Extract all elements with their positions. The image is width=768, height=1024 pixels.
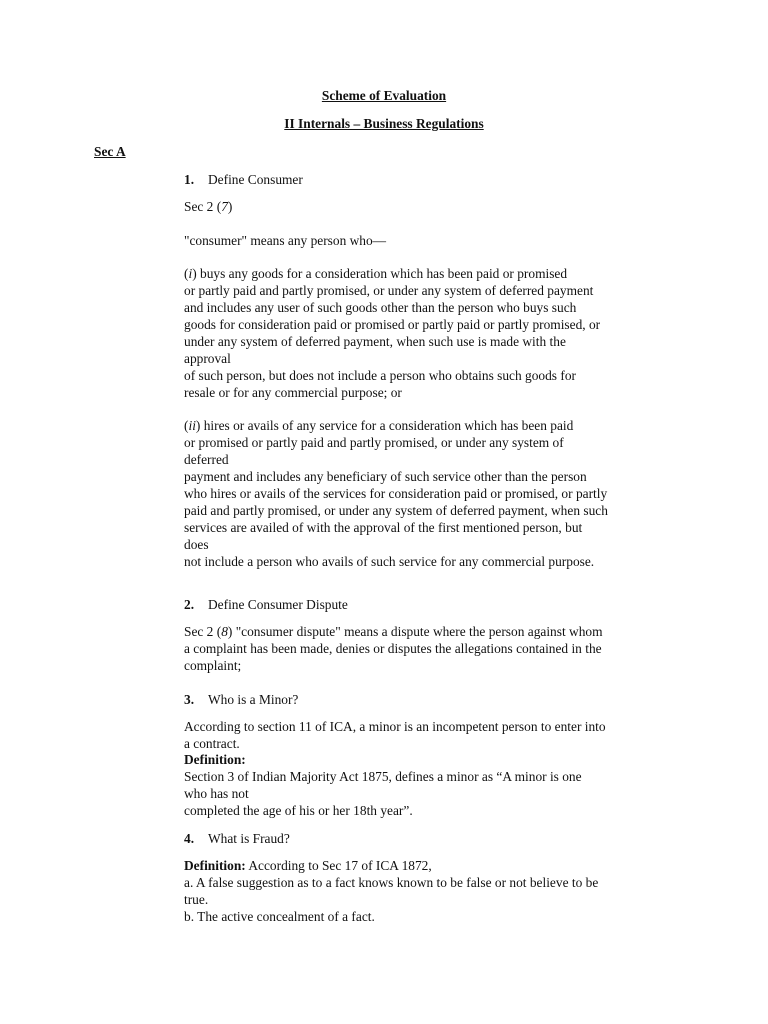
definition-line: or promised or partly paid and partly promised, or under any system of: [184, 435, 564, 450]
question-text: Who is a Minor?: [208, 692, 299, 707]
answer-line: who has not: [184, 786, 249, 801]
answer-line: a contract.: [184, 736, 240, 751]
answer-line: b. The active concealment of a fact.: [184, 909, 375, 924]
definition-line: services are availed of with the approval of the first mentioned person, but: [184, 520, 583, 535]
definition-line: approval: [184, 351, 231, 366]
question-number: 2.: [184, 597, 195, 612]
definition-line: under any system of deferred payment, when such use is made with the: [184, 334, 566, 349]
answer-line: complaint;: [184, 658, 242, 673]
definition-part-i: (i) buys any goods for a consideration which has been paid or promised: [184, 266, 568, 281]
definition-lead: "consumer" means any person who—: [184, 233, 387, 248]
answer-line: a complaint has been made, denies or disputes the allegations contained in the: [184, 641, 602, 656]
document-subtitle: II Internals – Business Regulations: [284, 116, 484, 131]
section-reference: Sec 2 (7): [184, 199, 233, 214]
answer-line: completed the age of his or her 18th year”.: [184, 803, 413, 818]
definition-line: Definition: According to Sec 17 of ICA 1872,: [184, 858, 432, 873]
definition-line: does: [184, 537, 209, 552]
question-number: 3.: [184, 692, 195, 707]
document-title: Scheme of Evaluation: [321, 88, 447, 103]
question-text: Define Consumer Dispute: [208, 597, 348, 612]
definition-line: of such person, but does not include a person who obtains such goods for: [184, 368, 576, 383]
answer-line: true.: [184, 892, 209, 907]
definition-line: and includes any user of such goods other than the person who buys such: [184, 300, 577, 315]
definition-line: goods for consideration paid or promised or partly paid or partly promised, or: [184, 317, 601, 332]
definition-label: Definition:: [184, 752, 246, 767]
definition-line: or partly paid and partly promised, or under any system of deferred payment: [184, 283, 594, 298]
definition-part-ii: (ii) hires or avails of any service for a consideration which has been paid: [184, 418, 574, 433]
definition-line: resale or for any commercial purpose; or: [184, 385, 402, 400]
question-number: 1.: [184, 172, 195, 187]
question-number: 4.: [184, 831, 195, 846]
answer-line: According to section 11 of ICA, a minor is an incompetent person to enter into: [184, 719, 606, 734]
answer-line: a. A false suggestion as to a fact knows known to be false or not believe to be: [184, 875, 599, 890]
question-text: Define Consumer: [208, 172, 303, 187]
definition-label: Definition:: [184, 858, 246, 873]
section-heading: Sec A: [94, 144, 126, 159]
answer-line: Section 3 of Indian Majority Act 1875, defines a minor as “A minor is one: [184, 769, 582, 784]
question-text: What is Fraud?: [208, 831, 290, 846]
definition-line: not include a person who avails of such service for any commercial purpose.: [184, 554, 595, 569]
answer-line: Sec 2 (8) "consumer dispute" means a dispute where the person against whom: [184, 624, 603, 639]
definition-line: paid and partly promised, or under any system of deferred payment, when such: [184, 503, 608, 518]
definition-line: who hires or avails of the services for consideration paid or promised, or partly: [184, 486, 608, 501]
definition-line: payment and includes any beneficiary of such service other than the person: [184, 469, 587, 484]
definition-line: deferred: [184, 452, 229, 467]
